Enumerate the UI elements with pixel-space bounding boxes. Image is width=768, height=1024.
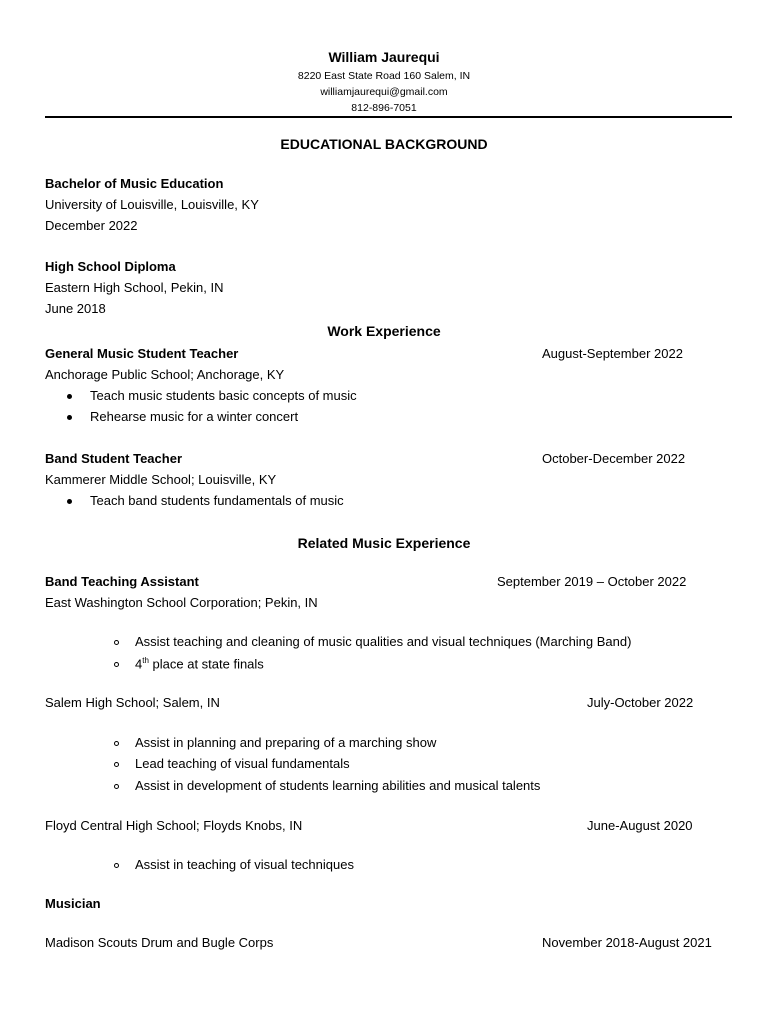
degree-date: December 2022 <box>45 218 138 233</box>
work-heading: Work Experience <box>327 323 441 339</box>
job-title: General Music Student Teacher <box>45 346 239 361</box>
job-date: August-September 2022 <box>542 346 683 361</box>
related-heading: Related Music Experience <box>297 535 471 551</box>
bullet-circle-icon <box>114 662 119 667</box>
job-bullet: Rehearse music for a winter concert <box>90 409 299 424</box>
musician-title: Musician <box>45 896 101 911</box>
bullet-circle-icon <box>114 784 119 789</box>
education-heading: EDUCATIONAL BACKGROUND <box>280 136 488 152</box>
degree-title: High School Diploma <box>45 259 176 274</box>
role-date: September 2019 – October 2022 <box>497 574 687 589</box>
candidate-name: William Jaurequi <box>328 49 440 65</box>
related-bullet: Assist teaching and cleaning of music qualities and visual techniques (Marching Band) <box>135 634 632 649</box>
related-place: Salem High School; Salem, IN <box>45 695 220 710</box>
address: 8220 East State Road 160 Salem, IN <box>297 70 471 82</box>
degree-title: Bachelor of Music Education <box>45 176 224 191</box>
degree-date: June 2018 <box>45 301 106 316</box>
musician-place: Madison Scouts Drum and Bugle Corps <box>45 935 274 950</box>
job-date: October-December 2022 <box>542 451 686 466</box>
bullet-circle-icon <box>114 863 119 868</box>
bullet-dot-icon <box>67 394 72 399</box>
related-place: East Washington School Corporation; Pekin, IN <box>45 595 318 610</box>
job-bullet: Teach band students fundamentals of music <box>90 493 344 508</box>
job-place: Anchorage Public School; Anchorage, KY <box>45 367 285 382</box>
header-divider <box>45 116 732 118</box>
related-bullet: Assist in planning and preparing of a marching show <box>135 735 437 750</box>
role-title: Band Teaching Assistant <box>45 574 199 589</box>
degree-school: University of Louisville, Louisville, KY <box>45 197 259 212</box>
related-bullet: Assist in teaching of visual techniques <box>135 857 354 872</box>
email: williamjaurequi@gmail.com <box>320 86 448 98</box>
bullet-dot-icon <box>67 415 72 420</box>
related-bullet: 4th place at state finals <box>135 656 264 672</box>
related-date: June-August 2020 <box>587 818 693 833</box>
job-place: Kammerer Middle School; Louisville, KY <box>45 472 277 487</box>
bullet-circle-icon <box>114 762 119 767</box>
related-date: July-October 2022 <box>587 695 694 710</box>
related-bullet: Lead teaching of visual fundamentals <box>135 756 350 771</box>
job-bullet: Teach music students basic concepts of music <box>90 388 357 403</box>
job-title: Band Student Teacher <box>45 451 183 466</box>
related-bullet: Assist in development of students learning abilities and musical talents <box>135 778 541 793</box>
bullet-dot-icon <box>67 499 72 504</box>
bullet-circle-icon <box>114 640 119 645</box>
phone: 812-896-7051 <box>351 102 417 114</box>
bullet-circle-icon <box>114 741 119 746</box>
related-place: Floyd Central High School; Floyds Knobs, IN <box>45 818 303 833</box>
degree-school: Eastern High School, Pekin, IN <box>45 280 224 295</box>
musician-date: November 2018-August 2021 <box>542 935 712 950</box>
